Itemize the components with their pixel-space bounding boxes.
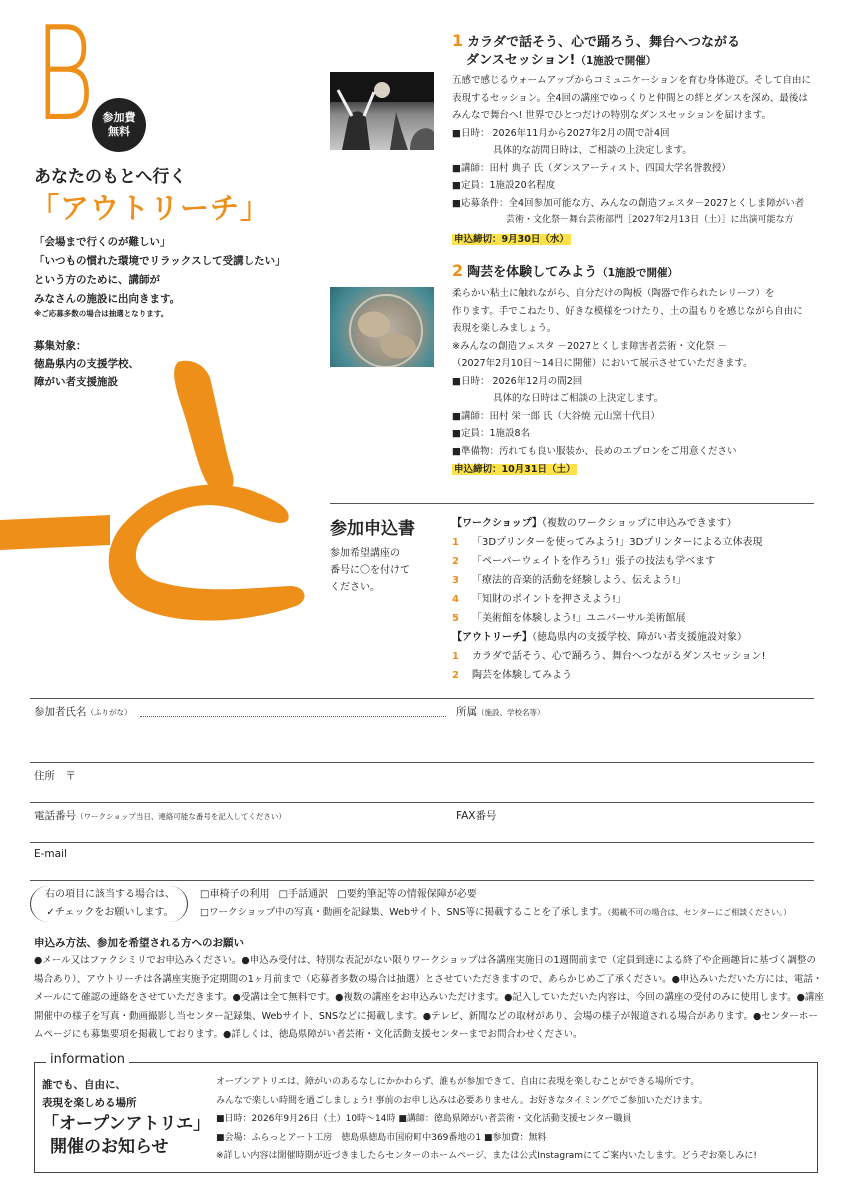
checkbox-photo-consent[interactable]: □ [200, 907, 209, 918]
course-option[interactable] [452, 609, 832, 628]
course-number: 4 [452, 594, 459, 605]
check-label: 要約筆記等の情報保障が必要 [346, 889, 477, 900]
course-number: 1 [452, 537, 459, 548]
checkmark-icon: ✓ [46, 907, 55, 918]
check-label: ワークショップ中の写真・動画を記録集、Webサイト、SNS等に掲載することを了承します。 [208, 907, 608, 918]
instruction-line: ください。 [330, 582, 380, 593]
desc-line: （2027年2月10日～14日に開催）において展示させていただきます。 [452, 358, 753, 369]
divider [30, 698, 814, 699]
affiliation-field-label [456, 704, 545, 719]
open-atelier-heading [42, 1076, 212, 1158]
divider [30, 880, 814, 881]
section-letter: B [34, 0, 93, 150]
workshop-heading: 【ワークショップ】 [452, 518, 542, 529]
session-1 [452, 32, 832, 248]
intro-line: 「いつもの慣れた環境でリラックスして受講したい」 [34, 255, 286, 267]
desc-line: 作ります。手でこねたり、好きな模様をつけたり、土の温もりを感じながら自由に [452, 305, 803, 317]
desc-line: ※みんなの創造フェスタ －2027とくしま障害者芸術・文化祭 － [452, 340, 728, 352]
info-line: みんなで楽しい時間を過ごしましょう! 事前のお申し込みは必要ありません。お好きなタイミングでご参加いただけます。 [216, 1095, 708, 1106]
open-atelier-details [216, 1073, 816, 1166]
prompt-line: チェックをお願いします。 [54, 907, 174, 918]
course-number: 2 [452, 556, 459, 567]
affiliation-label: 所属 [456, 706, 477, 718]
dance-photo [330, 72, 434, 150]
course-option[interactable] [452, 647, 832, 666]
prompt-line: 右の項目に該当する場合は、 [45, 889, 175, 900]
email-label: E-mail [34, 848, 67, 860]
session-2-deadline: 申込締切：10月31日（土） [454, 464, 576, 475]
decorative-glyph [0, 350, 320, 640]
session-1-number: 1 [452, 31, 464, 50]
intro-line: という方のために、講師が [34, 274, 160, 286]
divider [330, 503, 814, 504]
course-list [452, 514, 832, 685]
free-badge [92, 98, 146, 152]
badge-line-2: 無料 [108, 125, 130, 138]
instruction-line: 番号に〇を付けて [330, 565, 410, 576]
detail-line: ■講師：田村 典子 氏（ダンスアーティスト、四国大学名誉教授） [452, 162, 731, 174]
session-2-title [452, 262, 832, 282]
course-option[interactable] [452, 666, 832, 685]
heading-small: 表現を楽しめる場所 [42, 1097, 137, 1109]
desc-line: 柔らかい粘土に触れながら、自分だけの陶板（陶器で作られたレリーフ）を [452, 288, 775, 299]
divider [30, 842, 814, 843]
course-label: カラダで話そう、心で踊ろう、舞台へつながるダンスセッション! [472, 651, 766, 662]
course-label: 陶芸を体験してみよう [472, 670, 572, 681]
detail-line: 芸術・文化祭－舞台芸術部門［2027年2月13日（土）］に出演可能な方 [452, 215, 794, 225]
check-label: 車椅子の利用 [209, 889, 270, 900]
desc-line: 表現を楽しみましょう。 [452, 323, 557, 334]
phone-note: （ワークショップ当日、連絡可能な番号を記入してください） [76, 812, 286, 821]
course-option[interactable] [452, 590, 832, 609]
info-line: ■会場：ふらっとアート工房 徳島県徳島市国府町中369番地の1 ■参加費：無料 [216, 1132, 547, 1143]
session-1-title-line-1: カラダで話そう、心で踊ろう、舞台へつながる [467, 35, 741, 50]
detail-line: ■日時： 2026年12月の間2回 [452, 375, 583, 387]
address-label: 住所 〒 [34, 770, 76, 782]
check-prompt [44, 886, 176, 922]
session-2-subtitle: （1施設で開催） [597, 267, 678, 279]
check-label: 手話通訳 [288, 889, 329, 900]
checkbox-sign-language[interactable]: □ [278, 889, 289, 900]
fax-label: FAX番号 [456, 810, 497, 822]
session-2-description [452, 285, 832, 479]
divider [30, 802, 814, 803]
course-number: 1 [452, 651, 459, 662]
heading-big: 開催のお知らせ [50, 1137, 169, 1157]
intro-line: みなさんの施設に出向きます。 [34, 293, 181, 305]
email-input[interactable] [100, 846, 814, 878]
detail-line: ■定員：1施設20名程度 [452, 180, 556, 191]
detail-line: ■講師：田村 栄一郎 氏（大谷焼 元山窯十代目） [452, 410, 661, 422]
lottery-note: ※ご応募多数の場合は抽選となります。 [34, 309, 169, 318]
detail-line: 具体的な日時はご相談の上決定します。 [452, 393, 664, 404]
session-1-title [452, 32, 832, 52]
session-2 [452, 262, 832, 479]
course-number: 2 [452, 670, 459, 681]
detail-line: ■定員：1施設8名 [452, 428, 531, 439]
badge-line-1: 参加費 [102, 111, 136, 124]
intro-line: 「会場まで行くのが難しい」 [34, 236, 171, 248]
outreach-heading: 【アウトリーチ】 [452, 632, 532, 643]
pottery-photo [330, 287, 434, 367]
target-line: 徳島県内の支援学校、 [34, 358, 139, 370]
info-line: ■日時：2026年9月26日（土）10時～14時 ■講師：徳島県障がい者芸術・文化活動支援センター職員 [216, 1114, 632, 1124]
information-label: information [46, 1052, 129, 1067]
course-number: 3 [452, 575, 459, 586]
course-option[interactable] [452, 533, 832, 552]
session-1-title-line-2: ダンスセッション! [466, 53, 576, 68]
check-note: （掲載不可の場合は、センターにご相談ください。） [607, 908, 792, 917]
info-line: オープンアトリエは、障がいのあるなしにかかわらず、誰もが参加できて、自由に表現を楽しむことができる場所です。 [216, 1077, 700, 1087]
check-items [200, 886, 820, 922]
checkbox-wheelchair[interactable]: □ [200, 889, 210, 900]
name-field-label [34, 704, 132, 719]
session-1-description [452, 72, 832, 248]
course-number: 5 [452, 613, 459, 624]
intro-text [34, 233, 324, 309]
course-label: 「知財のポイントを押さえよう!」 [472, 594, 627, 605]
page-title: 「アウトリーチ」 [30, 191, 271, 225]
phone-label: 電話番号 [34, 810, 76, 822]
divider [30, 762, 814, 763]
checkbox-captioning[interactable]: □ [337, 889, 347, 900]
detail-line: ■準備物：汚れても良い服装か、長めのエプロンをご用意ください [452, 445, 737, 457]
target-line: 障がい者支援施設 [34, 376, 118, 388]
instruction-line: 参加希望講座の [330, 548, 400, 559]
heading-small: 誰でも、自由に、 [42, 1079, 126, 1091]
workshop-note: （複数のワークショップに申込みできます） [541, 518, 737, 529]
name-kana-note: （ふりがな） [86, 708, 132, 717]
course-option[interactable] [452, 571, 832, 590]
application-heading: 参加申込書 [330, 519, 415, 539]
affiliation-note: （施設、学校名等） [477, 708, 545, 717]
fax-input[interactable] [456, 822, 814, 840]
name-input[interactable] [34, 718, 444, 760]
course-label: 「ペーパーウェイトを作ろう!」張子の技法も学べます [472, 556, 716, 567]
detail-line: 具体的な訪問日時は、ご相談の上決定します。 [452, 145, 692, 156]
outreach-note: （徳島県内の支援学校、障がい者支援施設対象） [532, 632, 747, 643]
detail-line: ■応募条件：全4回参加可能な方、みんなの創造フェスタ－2027とくしま障がい者 [452, 197, 805, 209]
lead-text: あなたのもとへ行く [34, 167, 187, 187]
name-label: 参加者氏名 [34, 706, 87, 718]
info-line: ※詳しい内容は開催時期が近づきましたらセンターのホームページ、または公式Instagramにてご案内いたします。どうぞお楽しみに! [216, 1151, 757, 1161]
affiliation-input[interactable] [456, 718, 814, 760]
notice-title: 申込み方法、参加を希望される方へのお願い [34, 937, 244, 949]
kana-line [140, 716, 446, 717]
desc-line: 五感で感じるウォームアップからコミュニケーションを育む身体遊び。そして自由に [452, 75, 812, 86]
target-line: 募集対象： [34, 340, 87, 352]
session-1-deadline: 申込締切：9月30日（水） [454, 233, 569, 245]
course-label: 「3Dプリンターを使ってみよう!」3Dプリンターによる立体表現 [472, 537, 763, 548]
desc-line: みんなで舞台へ! 世界でひとつだけの特別なダンスセッションを届けます。 [452, 110, 771, 121]
phone-input[interactable] [34, 822, 444, 840]
detail-line: ■日時： 2026年11月から2027年2月の間で計4回 [452, 127, 670, 139]
session-2-title-text: 陶芸を体験してみよう [467, 265, 598, 280]
session-1-subtitle: （1施設で開催） [575, 55, 657, 67]
address-input[interactable] [100, 766, 814, 800]
desc-line: 表現するセッション。全4回の講座でゆっくりと仲間との絆とダンスを深め、最後は [452, 92, 808, 104]
course-label: 「療法的音楽的活動を経験しよう、伝えよう!」 [472, 575, 687, 586]
application-instructions [330, 545, 430, 596]
session-2-number: 2 [452, 261, 464, 280]
notice-body: ●メール又はファクシミリでお申込みください。●申込み受付は、特別な表記がない限りワークショップは各講座実施日の1週間前まで（定員到達による終了や企画趣旨に基づく調整の場合あり）、アウトリーチは各講座実施予定期間の1ヶ月前まで（応募者多数の場合は抽選）とさせていただきますので、あらかじめご了承ください。●申込みいただいた方には、電話・メールにて確認の連絡をさせていただきます。●受講は全て無料です。●複数の講座をお申込みいただけます。●記入していただいた内容は、今回の講座の受付のみに使用します。●講座開催中の様子を写真・動画撮影し当センター記録集、Webサイト、SNSなどに掲載します。●テレビ、新聞などの取材があり、会場の様子が報道される場合があります。●センターホームページにも募集要項を掲載しております。●詳しくは、徳島県障がい者芸術・文化活動支援センターまでお問合わせください。 [34, 955, 824, 1040]
heading-big: 「オープンアトリエ」 [42, 1114, 211, 1134]
course-option[interactable] [452, 552, 832, 571]
session-1-title-2 [452, 52, 832, 70]
phone-field-label [34, 808, 286, 823]
course-label: 「美術館を体験しよう!」ユニバーサル美術館展 [472, 613, 686, 624]
